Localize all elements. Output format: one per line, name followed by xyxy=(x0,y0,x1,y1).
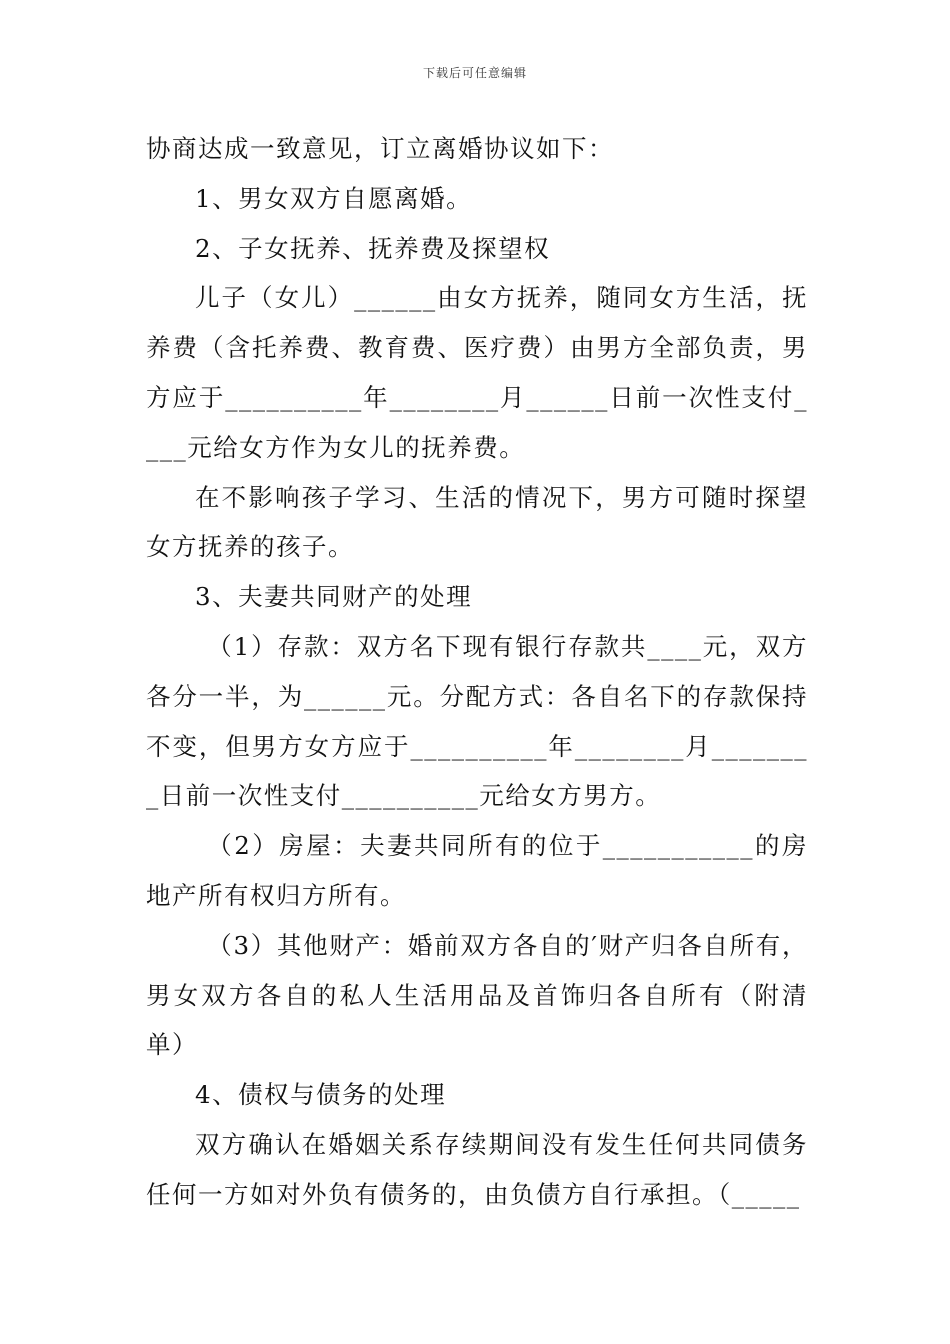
clause-2-heading-child-support: 2、子女抚养、抚养费及探望权 xyxy=(195,233,551,263)
clause-1-voluntary-divorce: 1、男女双方自愿离婚。 xyxy=(195,183,473,213)
paragraph-visitation: 在不影响孩子学习、生活的情况下，男方可随时探望女方抚养的孩子。 xyxy=(146,482,808,562)
document-body xyxy=(146,124,808,1220)
paragraph-deposits: （1）存款：双方名下现有银行存款共____元，双方各分一半，为______元。分配方式：各自名下的存款保持不变，但男方女方应于__________年________月________日前一次性支付__________元给女方男方。 xyxy=(146,631,808,811)
paragraph-other-property: （3）其他财产：婚前双方各自的′财产归各自所有，男女双方各自的私人生活用品及首饰归各自所有（附清单） xyxy=(146,930,808,1060)
paragraph-debts: 双方确认在婚姻关系存续期间没有发生任何共同债务任何一方如对外负有债务的，由负债方自行承担。（_____ xyxy=(146,1129,808,1209)
paragraph-house: （2）房屋：夫妻共同所有的位于___________的房地产所有权归方所有。 xyxy=(146,831,808,910)
paragraph-intro: 协商达成一致意见，订立离婚协议如下： xyxy=(146,134,614,163)
clause-3-heading-joint-property: 3、夫妻共同财产的处理 xyxy=(195,582,473,612)
clause-4-heading-debts: 4、债权与债务的处理 xyxy=(195,1080,447,1110)
paragraph-child-custody: 儿子（女儿）______由女方抚养，随同女方生活，抚养费（含托养费、教育费、医疗费）由男方全部负责，男方应于__________年________月______日前一次性支付____元给女方作为女儿的抚养费。 xyxy=(146,283,808,462)
page-header: 下载后可任意编辑 xyxy=(422,66,527,80)
